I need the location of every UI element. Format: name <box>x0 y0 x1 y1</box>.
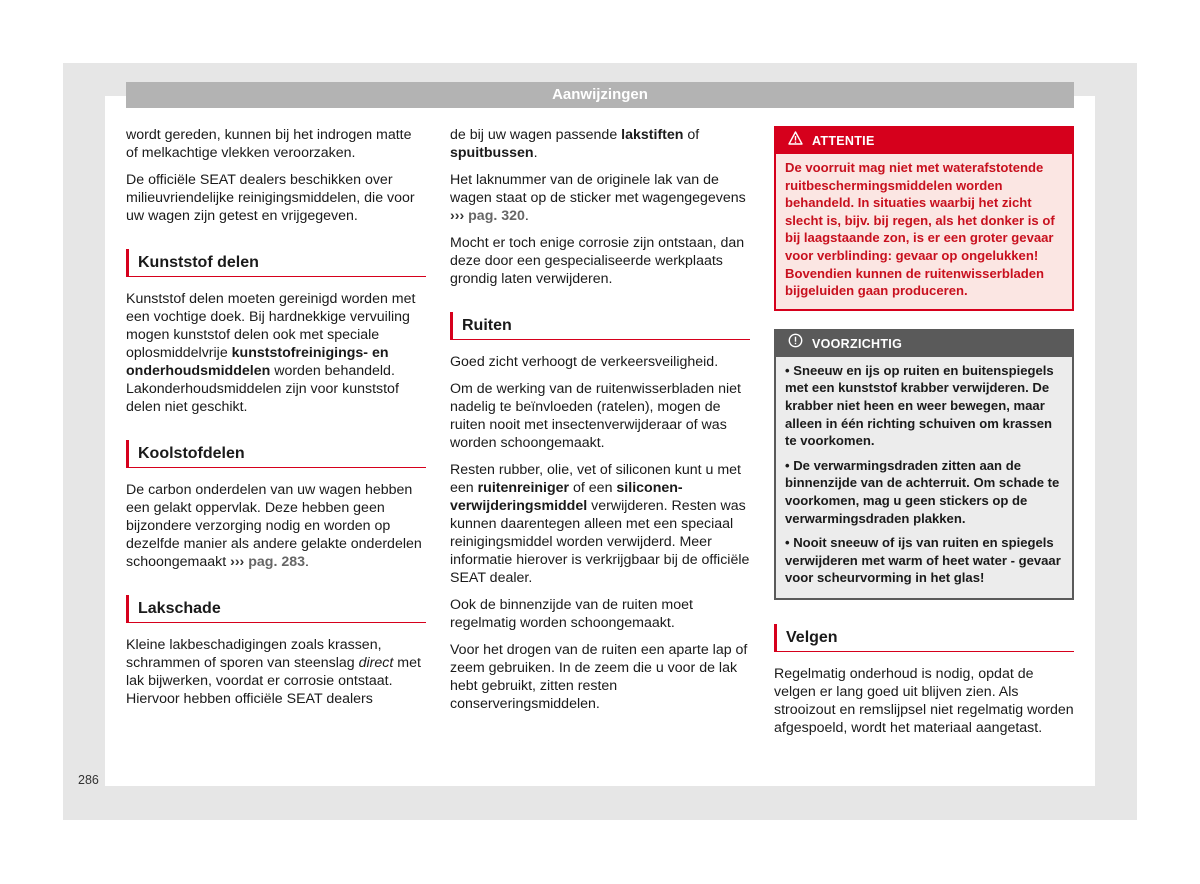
paragraph: De carbon onderdelen van uw wagen hebben een gelakt oppervlak. Deze hebben geen bijzondere verzorging nodig en worden op dezelfde manier als andere gelakte onderdelen schoongemaakt ››› pag. 283. <box>126 482 422 570</box>
paragraph: Kunststof delen moeten gereinigd worden met een vochtige doek. Bij hardnekkige vervuiling mogen kunststof delen ook met speciale oplosmiddelvrije kunststofreinigings- en onderhoudsmiddelen worden behandeld. Lakonderhoudsmiddelen zijn voor kunststof delen niet geschikt. <box>126 291 416 415</box>
paragraph: Ook de binnenzijde van de ruiten moet regelmatig worden schoongemaakt. <box>450 597 693 631</box>
paragraph: Het laknummer van de originele lak van de wagen staat op de sticker met wagengegevens ››› pag. 320. <box>450 172 746 224</box>
caution-box-label: VOORZICHTIG <box>812 336 903 351</box>
warning-box-label: ATTENTIE <box>812 134 875 148</box>
heading-kunststof-delen: Kunststof delen <box>126 249 426 277</box>
warning-box-text: De voorruit mag niet met waterafstotende ruitbeschermingsmiddelen worden behandeld. In situaties waarbij het zicht slecht is, bijv. bij regen, als het donker is of bij laagstaande zon, is er een groter gevaar voor verblinding: gevaar op ongelukken! Bovendien kunnen de ruitenwisserbladen bijgeluiden gaan produceren. <box>776 154 1072 309</box>
warning-box-header <box>776 128 1072 154</box>
heading-koolstofdelen: Koolstofdelen <box>126 440 426 468</box>
caution-box-header <box>776 331 1072 357</box>
paragraph: wordt gereden, kunnen bij het indrogen matte of melkachtige vlekken veroorzaken. <box>126 127 412 161</box>
list-item: • Nooit sneeuw of ijs van ruiten en spiegels verwijderen met warm of heet water - gevaar voor scheurvorming in het glas! <box>785 535 1061 586</box>
paragraph: Om de werking van de ruitenwisserbladen niet nadelig te beïnvloeden (ratelen), mogen de ruiten nooit met insectenverwijderaar of was worden schoongemaakt. <box>450 381 741 451</box>
caution-box-list <box>776 357 1072 598</box>
reference-arrows-icon: ››› <box>230 554 245 570</box>
caution-box-voorzichtig <box>774 329 1074 600</box>
page-number: 286 <box>78 773 99 787</box>
paragraph: Kleine lakbeschadigingen zoals krassen, schrammen of sporen van steenslag direct met lak bijwerken, voordat er corrosie ontstaat. Hiervoor hebben officiële SEAT dealers <box>126 637 421 707</box>
paragraph: De officiële SEAT dealers beschikken over milieuvriendelijke reinigingsmiddelen, die voor uw wagen zijn getest en vrijgegeven. <box>126 172 415 224</box>
list-item: • Sneeuw en ijs op ruiten en buitenspiegels met een kunststof krabber verwijderen. De krabber niet heen en weer bewegen, maar alleen in één richting schuiven om krassen te voorkomen. <box>785 362 1054 449</box>
paragraph: de bij uw wagen passende lakstiften of spuitbussen. <box>450 127 700 161</box>
section-header-bar: Aanwijzingen <box>126 82 1074 108</box>
warning-triangle-icon <box>786 128 804 154</box>
paragraph: Goed zicht verhoogt de verkeersveiligheid. <box>450 354 719 370</box>
paragraph: Mocht er toch enige corrosie zijn ontstaan, dan deze door een gespecialiseerde werkplaats grondig laten verwijderen. <box>450 235 745 287</box>
reference-arrows-icon: ››› <box>450 208 465 224</box>
page-reference-link[interactable]: ››› pag. 283 <box>230 554 306 570</box>
paragraph: Regelmatig onderhoud is nodig, opdat de velgen er lang goed uit blijven zien. Als strooizout en remslijpsel niet regelmatig worden afgespoeld, wordt het materiaal aangetast. <box>774 665 1074 736</box>
column-left <box>126 126 426 717</box>
paragraph: Resten rubber, olie, vet of siliconen kunt u met een ruitenreiniger of een siliconen-verwijderingsmiddel verwijderen. Resten was kunnen daarentegen alleen met een speciaal reinigingsmiddel worden verwijderd. Meer informatie hierover is verkrijgbaar bij de officiële SEAT dealer. <box>450 462 750 586</box>
heading-lakschade: Lakschade <box>126 595 426 623</box>
heading-ruiten: Ruiten <box>450 312 750 340</box>
warning-box-attentie <box>774 126 1074 311</box>
paragraph: Voor het drogen van de ruiten een aparte lap of zeem gebruiken. In de zeem die u voor de lak hebt gebruikt, zitten resten conserveringsmiddelen. <box>450 642 748 712</box>
list-item: • De verwarmingsdraden zitten aan de binnenzijde van de achterruit. Om schade te voorkomen, mag u geen stickers op de verwarmingsdraden plakken. <box>785 457 1060 526</box>
exclamation-circle-icon <box>786 331 804 357</box>
heading-velgen: Velgen <box>774 624 1074 652</box>
page-reference-link[interactable]: ››› pag. 320 <box>450 208 525 224</box>
column-middle <box>450 126 750 722</box>
column-right <box>774 126 1074 746</box>
